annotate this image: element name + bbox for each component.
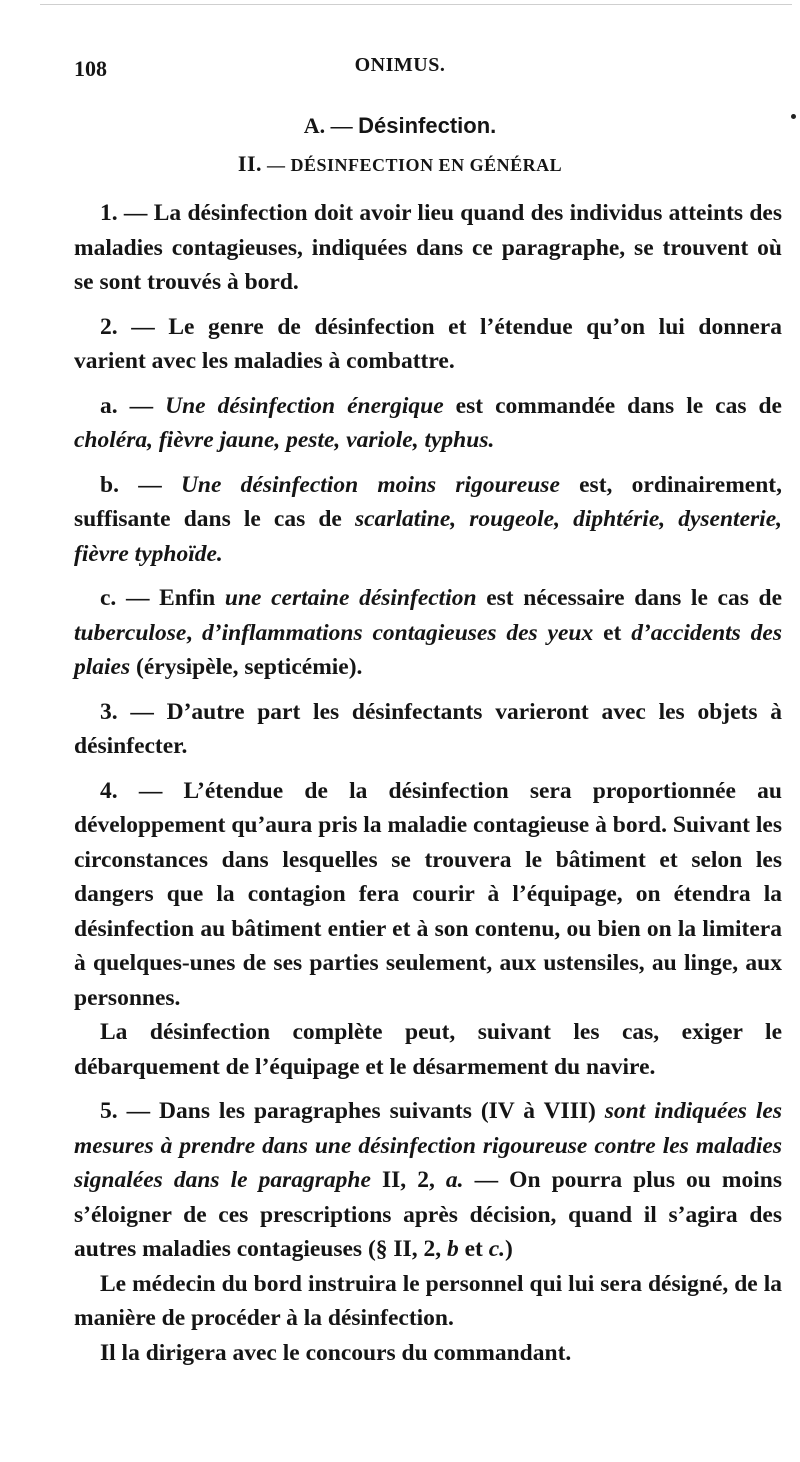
paragraph-c-emphasis: une certaine désinfection [224,585,477,611]
paragraph-c-text: est nécessaire dans le cas de [476,585,782,611]
paragraph-b-emphasis: Une désinfection moins rigoureuse [180,471,560,498]
paragraph-c-disease-3: d’accidents des plaies [74,619,783,680]
paragraph-b [74,468,782,572]
paragraph-c-and: et [593,619,632,646]
body-text [74,196,782,1380]
paragraph-c-sep: , [186,619,203,646]
paragraph-a-text: est commandée dans le cas de [443,392,782,419]
paragraph-1: 1. — La désinfection doit avoir lieu quand des individus atteints des maladies contagieuses, indiquées dans ce paragraphe, se trouvent où se sont trouvés à bord. [74,200,782,295]
paragraph-a-emphasis: Une désinfection énergique [165,392,444,419]
paragraph-c-disease-1: tuberculose [74,619,187,646]
section-label: A. [303,113,326,138]
paragraph-a-diseases: choléra, fièvre jaune, peste, variole, typhus. [74,427,495,453]
paragraph-b-lead: b. — [100,471,181,498]
subsection-heading [0,151,800,177]
paragraph-c-tail: (érysipèle, septicémie). [130,654,363,680]
paragraph-a-lead: a. — [100,392,166,419]
paragraph-a [74,389,782,458]
paragraph-2: 2. — Le genre de désinfection et l’étendue qu’on lui donnera varient avec les maladies à combattre. [74,313,782,374]
paragraph-4-continued: La désinfection complète peut, suivant les cas, exiger le débarquement de l’équipage et le désarmement du navire. [74,1019,782,1080]
page-header [0,56,800,86]
paragraph-6: Le médecin du bord instruira le personnel qui lui sera désigné, de la manière de procéder à la désinfection. [74,1270,782,1331]
page-top-edge [40,4,792,11]
paragraph-5-ref: II, 2, [370,1167,446,1193]
paragraph-c-lead: c. — Enfin [100,585,225,611]
paragraph-c-disease-2: d’inflammations contagieuses des yeux [202,619,594,646]
paragraph-5-ref-c: c. [488,1236,506,1262]
paragraph-5-ref-b: b [446,1236,459,1262]
paragraph-5-lead: 5. — Dans les paragraphes suivants (IV à VIII) [100,1098,605,1124]
subsection-title: DÉSINFECTION EN GÉNÉRAL [290,155,563,175]
paragraph-c [74,581,782,685]
paragraph-b-diseases: scarlatine, rougeole, diphtérie, dysenterie, fièvre typhoïde. [74,506,783,567]
page-number: 108 [74,56,107,81]
paragraph-4: 4. — L’étendue de la désinfection sera proportionnée au développement qu’aura pris la maladie contagieuse à bord. Suivant les circonstances dans lesquelles se trouvera le bâtiment et selon les dangers que la contagion fera courir à l’équipage, on étendra la désinfection au bâtiment entier et à son contenu, ou bien on la limitera à quelques-unes de ses parties seulement, aux ustensiles, au linge, aux personnes. [74,777,782,1011]
subsection-dash: — [267,155,286,175]
paragraph-5-text: — On pourra plus ou moins s’éloigner de ces prescriptions après décision, quand il s’agira des autres maladies contagieuses (§ II, 2, [74,1167,782,1262]
paragraph-3: 3. — D’autre part les désinfectants varieront avec les objets à désinfecter. [74,698,782,759]
subsection-number: II. [237,151,263,176]
paragraph-5-and: et [458,1236,489,1262]
running-head: ONIMUS. [354,54,446,76]
paragraph-b-text: est, ordinairement, suffisante dans le cas de [74,471,782,532]
paragraph-5-emphasis: sont indiquées les mesures à prendre dans une désinfection rigoureuse contre les maladies signalées dans le paragraphe [74,1098,782,1193]
paragraph-5 [74,1094,782,1267]
section-title: Désinfection. [358,113,497,138]
paragraph-5-ref-a: a. [445,1167,464,1193]
section-heading [0,113,800,139]
section-dash: — [330,113,353,138]
paragraph-7: Il la dirigera avec le concours du commandant. [100,1339,572,1366]
paragraph-5-close: ) [505,1236,513,1262]
